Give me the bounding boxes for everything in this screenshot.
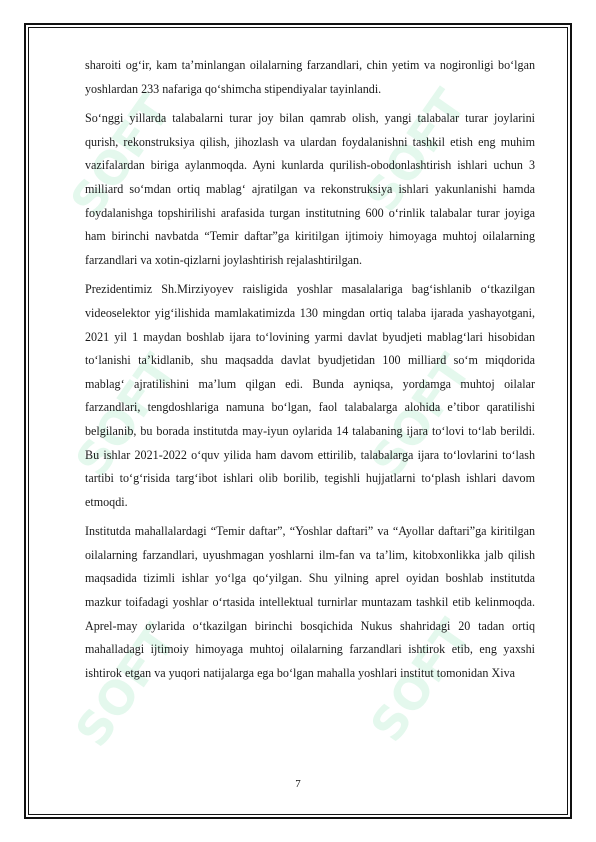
watermark-text: SOFT [64,614,187,757]
watermark-text: SOFT [359,609,482,752]
document-body [85,54,535,691]
paragraph: So‘nggi yillarda talabalarni turar joy bilan qamrab olish, yangi talabalar turar joylarini qurish, rekonstruksiya qilish, jihozlash va ulardan foydalanishni tashkil etish eng muhim vazifalardan biriga aylanmoqda. Ayni kunlarda qurilish-obodonlashtirish ishlari uchun 3 milliard so‘mdan ortiq mablag‘ ajratilgan va rekonstruksiya ishlari yakunlanishi hamda foydalanishga topshirilishi arafasida turgan institutning 600 o‘rinlik talabalar turar joyiga ham birinchi navbatda “Temir daftar”ga kiritilgan ijtimoiy himoyaga muhtoj oilalarning farzandlari va xotin-qizlarni joylashtirish rejalashtirilgan. [85,111,535,267]
watermark-text: SOFT [59,84,182,227]
watermark-text: SOFT [64,344,187,487]
watermark-text: SOFT [354,79,477,222]
page-number: 7 [295,778,301,790]
paragraph: sharoiti og‘ir, kam ta’minlangan oilalarning farzandlari, chin yetim va nogironligi bo‘lgan yoshlardan 233 nafariga qo‘shimcha stipendiyalar tayinlandi. [85,58,535,96]
watermark-text: SOFT [359,344,482,487]
paragraph: Prezidentimiz Sh.Mirziyoyev raisligida yoshlar masalalariga bag‘ishlanib o‘tkazilgan videoselektor yig‘ilishida mamlakatimizda 130 mingdan ortiq talaba ijarada yashayotgani, 2021 yil 1 maydan boshlab ijara to‘lovining yarmi davlat byudjeti mablag‘lari hisobidan to‘lanishi ta’kidlanib, shu maqsadda davlat byudjetidan 100 milliard so‘m miqdorida mablag‘ ajratilishini ma’lum qilgan edi. Bunda ayniqsa, yordamga muhtoj oilalar farzandlari, tengdoshlariga namuna bo‘lgan, faol talabalarga alohida e’tibor qaratilishi belgilanib, bu borada institutda may-iyun oylarida 14 talabaning ijara to‘lovi to‘lab berildi. Bu ishlar 2021-2022 o‘quv yilida ham davom ettirilib, talabalarga ijara to‘lovlarini to‘lash tartibi to‘g‘risida targ‘ibot ishlari olib borilib, tegishli hujjatlarni to‘plash ishlari davom etmoqdi. [85,282,535,509]
paragraph: Institutda mahallalardagi “Temir daftar”, “Yoshlar daftari” va “Ayollar daftari”ga kiritilgan oilalarning farzandlari, uyushmagan yoshlarni ilm-fan va ta’lim, kitobxonlikka jalb qilish maqsadida tizimli ishlar yo‘lga qo‘yilgan. Shu yilning aprel oyidan boshlab institutda mazkur toifadagi yoshlar o‘rtasida intellektual turnirlar muntazam tashkil etib kelinmoqda. Aprel-may oylarida o‘tkazilgan birinchi bosqichida Nukus shahridagi 20 tadan ortiq mahalladagi ijtimoiy himoyaga muhtoj oilalarning farzandlari ishtirok etib, eng yaxshi ishtirok etgan va yuqori natijalarga ega bo‘lgan mahalla yoshlari institut tomonidan Xiva [85,524,535,680]
